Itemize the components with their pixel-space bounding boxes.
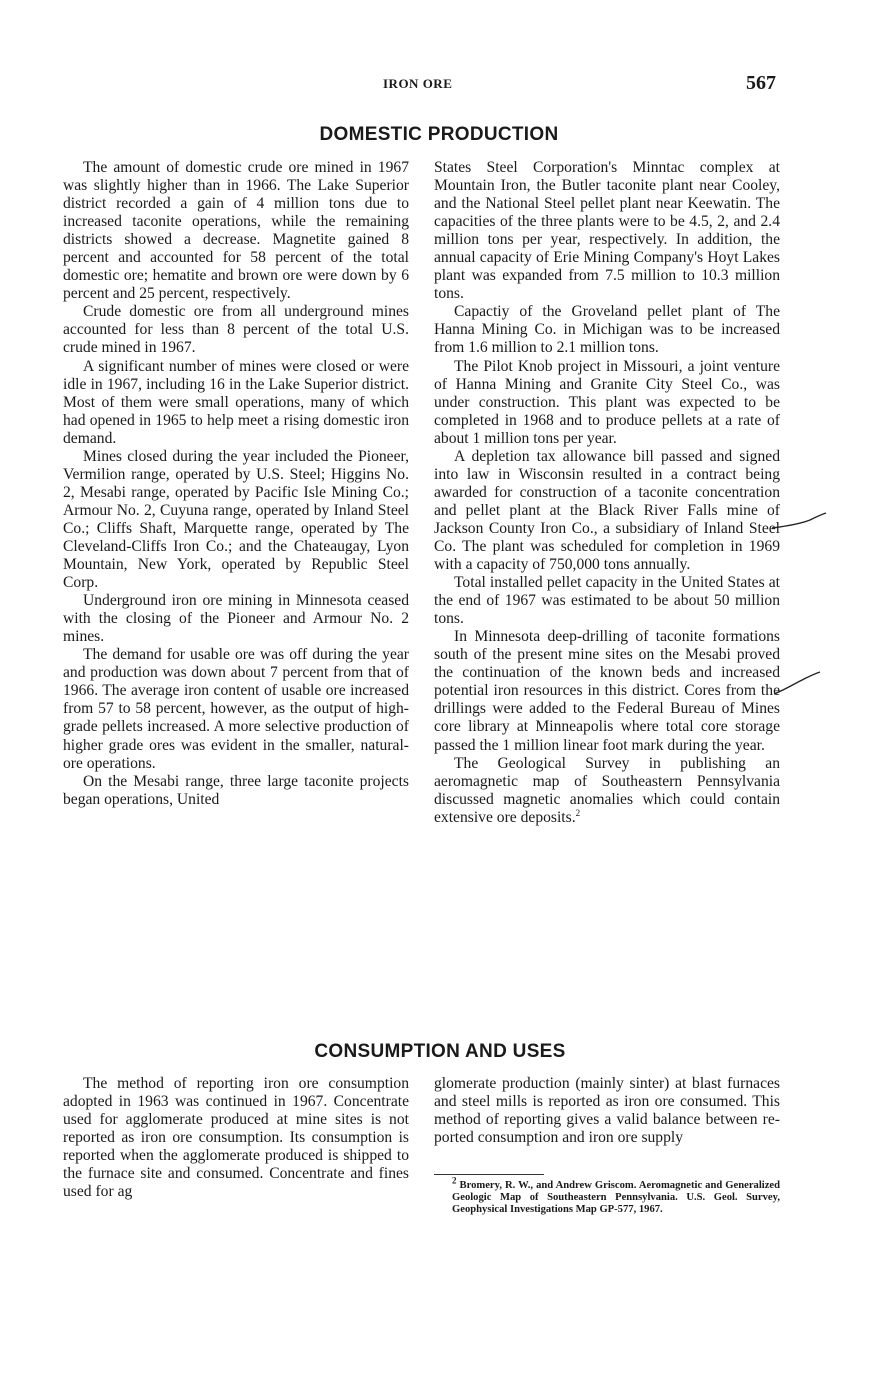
- page-number: 567: [746, 72, 776, 94]
- paragraph: Mines closed during the year included the Pioneer, Vermilion range, operated by U.S. Steel; Higgins No. 2, Mesabi range, operated by Pacific Isle Mining Co.; Armour No. 2, Cuyuna range, operated by Inland Steel Co.; Cliffs Shaft, Marquette range, operated by The Cleveland-Cliffs Iron Co.; and the Chateaugay, Lyon Mountain, New York, operated by Republic Steel Corp.: [63, 447, 409, 592]
- running-head: IRON ORE: [383, 76, 453, 91]
- paragraph-with-footnote-ref: [434, 755, 780, 827]
- domestic-production-left-column: [63, 159, 409, 809]
- paragraph-continuation: States Steel Corporation's Minntac complex at Mountain Iron, the Butler taconite plant near Cooley, and the National Steel pellet plant near Keewatin. The capacities of the three plants were to be 4.5, 2, and 2.4 million tons per year, respectively. In addition, the annual capacity of Erie Mining Company's Hoyt Lakes plant was expanded from 7.5 million to 10.3 million tons.: [434, 159, 780, 303]
- footnote: [434, 1175, 780, 1216]
- paragraph: In Minnesota deep-drilling of taconite formations south of the present mine sites on the Mesabi proved the continuation of the known beds and increased potential iron resources in this district. Cores from the drillings were added to the Federal Bureau of Mines core library at Minneapolis where total core storage passed the 1 million linear foot mark during the year.: [434, 628, 780, 754]
- footnote-number: 2: [452, 1175, 457, 1186]
- paragraph: The Pilot Knob project in Missouri, a joint venture of Hanna Mining and Granite City Steel Co., was under construction. This plant was expected to be completed in 1968 and to produce pellets at a rate of about 1 million tons per year.: [434, 357, 780, 447]
- footnote-reference[interactable]: 2: [575, 807, 581, 818]
- paragraph: Crude domestic ore from all underground mines accounted for less than 8 percent of the total U.S. crude mined in 1967.: [63, 303, 409, 357]
- paragraph: The amount of domestic crude ore mined in 1967 was slightly higher than in 1966. The Lake Superior district recorded a gain of 4 million tons due to increased taconite operations, while the remaining districts showed a decrease. Magnetite gained 8 percent and accounted for 58 percent of the total domestic ore; hematite and brown ore were down by 6 percent and 25 percent, respectively.: [63, 159, 409, 303]
- paragraph: On the Mesabi range, three large taconite projects began operations, United: [63, 772, 409, 808]
- section-heading-consumption-and-uses: CONSUMPTION AND USES: [314, 1041, 566, 1062]
- paragraph: The method of reporting iron ore consumption adopted in 1963 was continued in 1967. Concentrate used for agglomerate produced at mine sites is not reported as iron ore consumption. Its consumption is reported when the agglomerate produced is shipped to the furnace site and consumed. Concentrate and fines used for ag: [63, 1075, 409, 1201]
- handwritten-pen-mark: [770, 512, 830, 542]
- footnote-divider: [434, 1174, 544, 1175]
- paragraph: Capactiy of the Groveland pellet plant of The Hanna Mining Co. in Michigan was to be increased from 1.6 million to 2.1 million tons.: [434, 303, 780, 357]
- footnote-body: [434, 1175, 780, 1216]
- paragraph-text: The Geological Survey in publishing an aeromagnetic map of Southeastern Pennsylvania discussed magnetic anomalies which could contain extensive ore deposits.: [434, 754, 780, 826]
- paragraph: A depletion tax allowance bill passed and signed into law in Wisconsin resulted in a contract being awarded for construction of a taconite concentration and pellet plant at the Black River Falls mine of Jackson County Iron Co., a subsidiary of Inland Steel Co. The plant was scheduled for completion in 1969 with a capacity of 750,000 tons annually.: [434, 447, 780, 574]
- domestic-production-right-column: [434, 159, 780, 827]
- paragraph: Underground iron ore mining in Minnesota ceased with the closing of the Pioneer and Armour No. 2 mines.: [63, 592, 409, 646]
- handwritten-pen-mark: [772, 670, 822, 698]
- section-heading-domestic-production: DOMESTIC PRODUCTION: [319, 124, 559, 145]
- paragraph: A significant number of mines were closed or were idle in 1967, including 16 in the Lake Superior district. Most of them were small operations, many of which had opened in 1965 to help meet a rising domestic iron demand.: [63, 357, 409, 447]
- footnote-text: Bromery, R. W., and Andrew Griscom. Aeromagnetic and Generalized Geologic Map of Southeastern Pennsylvania. U.S. Geol. Survey, Geophysical Investigations Map GP-577, 1967.: [452, 1180, 780, 1215]
- paragraph: The demand for usable ore was off during the year and production was down about 7 percent from that of 1966. The average iron content of usable ore increased from 57 to 58 percent, however, as the output of high-grade pellets increased. A more selective production of higher grade ores was evident in the smaller, natural-ore operations.: [63, 646, 409, 772]
- paragraph-continuation: glomerate production (mainly sinter) at blast furnaces and steel mills is reported as iron ore consumed. This method of reporting gives a valid balance between reported consumption and iron ore supply: [434, 1075, 780, 1147]
- consumption-right-column: [434, 1075, 780, 1147]
- consumption-left-column: [63, 1075, 409, 1201]
- paragraph: Total installed pellet capacity in the United States at the end of 1967 was estimated to be about 50 million tons.: [434, 574, 780, 628]
